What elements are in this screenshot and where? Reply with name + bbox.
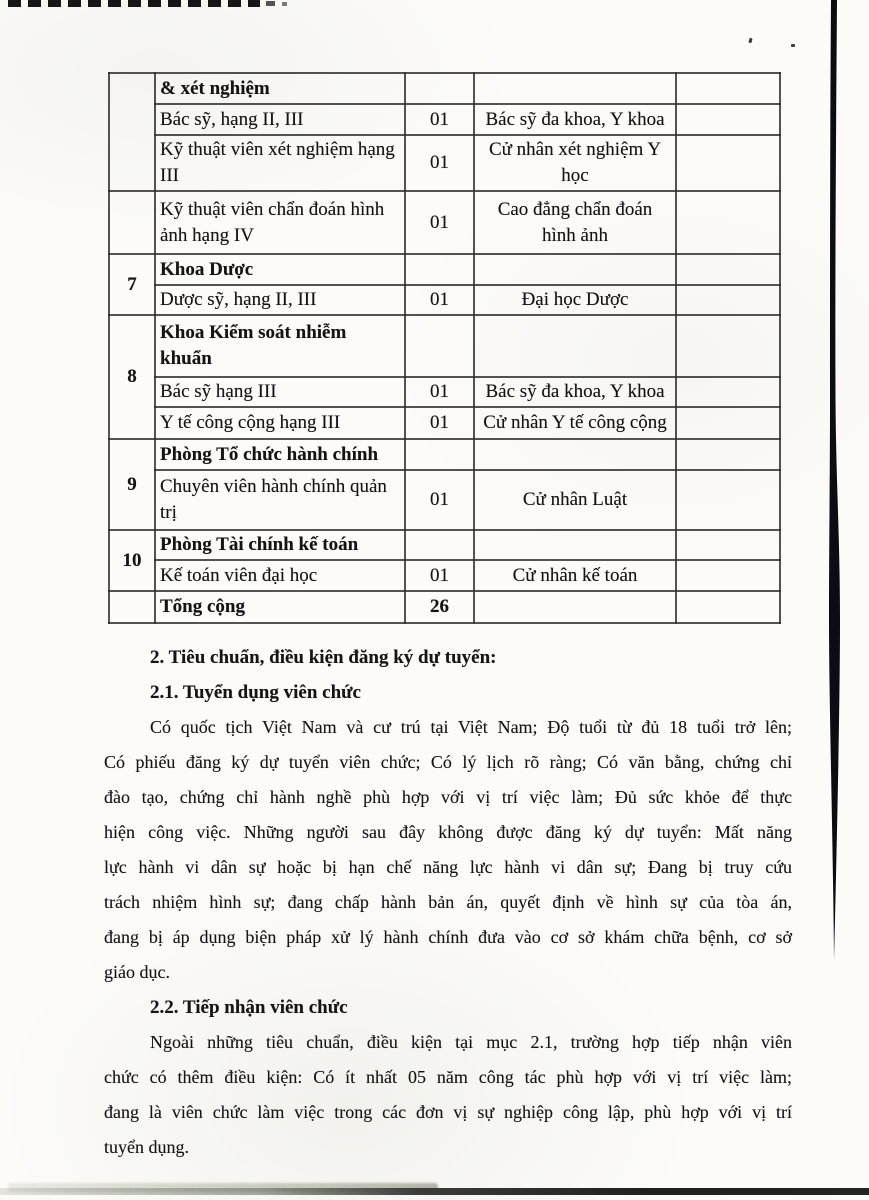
note-cell	[676, 73, 780, 104]
requirement-cell: Cao đẳng chẩn đoán hình ảnh	[474, 191, 676, 254]
paragraph-2-1-line: trách nhiệm hình sự; đang chấp hành bản án, quyết định về hình sự của tòa án,	[104, 892, 792, 912]
requirement-cell	[474, 530, 676, 560]
position-cell: Chuyên viên hành chính quản trị	[155, 470, 405, 530]
row-number-cell	[109, 73, 155, 191]
requirement-cell: Cử nhân Luật	[474, 470, 676, 530]
scan-bottom-line	[0, 1188, 869, 1195]
paragraph-2-2-line: đang là viên chức làm việc trong các đơn vị sự nghiệp công lập, phù hợp với vị trí	[104, 1102, 792, 1122]
position-cell: Khoa Dược	[155, 254, 405, 285]
row-number-cell	[109, 191, 155, 254]
quantity-cell: 01	[405, 285, 474, 315]
position-cell: Phòng Tổ chức hành chính	[155, 439, 405, 470]
paragraph-2-1-line: Có phiếu đăng ký dự tuyển viên chức; Có lý lịch rõ ràng; Có văn bằng, chứng chỉ	[104, 752, 792, 772]
scan-speck	[748, 38, 752, 44]
position-cell: Kế toán viên đại học	[155, 560, 405, 591]
requirement-cell: Bác sỹ đa khoa, Y khoa	[474, 377, 676, 407]
table-row	[109, 191, 780, 254]
quantity-cell	[405, 254, 474, 285]
note-cell	[676, 135, 780, 191]
requirement-cell: Bác sỹ đa khoa, Y khoa	[474, 104, 676, 135]
note-cell	[676, 560, 780, 591]
scan-right-edge-shadow	[815, 0, 845, 1200]
table-row	[109, 439, 780, 470]
table-row	[109, 377, 780, 407]
paragraph-2-2-line: Ngoài những tiêu chuẩn, điều kiện tại mục 2.1, trường hợp tiếp nhận viên	[150, 1032, 792, 1052]
quantity-cell: 01	[405, 191, 474, 254]
position-cell: Bác sỹ hạng III	[155, 377, 405, 407]
position-cell: Kỹ thuật viên chẩn đoán hình ảnh hạng IV	[155, 191, 405, 254]
note-cell	[676, 285, 780, 315]
quantity-cell: 01	[405, 407, 474, 439]
paragraph-2-2-line: tuyển dụng.	[104, 1137, 189, 1157]
note-cell	[676, 439, 780, 470]
scan-dash-mark	[282, 2, 287, 6]
position-cell: Dược sỹ, hạng II, III	[155, 285, 405, 315]
requirement-cell: Cử nhân xét nghiệm Y học	[474, 135, 676, 191]
scan-top-dashed-line	[8, 0, 260, 7]
note-cell	[676, 254, 780, 285]
document-body-text	[104, 640, 792, 1165]
paragraph-2-1-line: hiện công việc. Những người sau đây không được đăng ký dự tuyển: Mất năng	[104, 822, 792, 842]
quantity-cell: 01	[405, 560, 474, 591]
paragraph-2-1-line: giáo dục.	[104, 962, 170, 982]
position-cell: & xét nghiệm	[155, 73, 405, 104]
note-cell	[676, 407, 780, 439]
section-2-1-heading: 2.1. Tuyển dụng viên chức	[150, 682, 361, 703]
total-label-cell: Tổng cộng	[155, 591, 405, 623]
paragraph-2-1-line: đang bị áp dụng biện pháp xử lý hành chính đưa vào cơ sở khám chữa bệnh, cơ sở	[104, 927, 792, 947]
scan-speck	[791, 44, 795, 47]
quantity-cell	[405, 73, 474, 104]
quantity-cell: 01	[405, 104, 474, 135]
requirement-cell: Cử nhân Y tế công cộng	[474, 407, 676, 439]
table-row-total	[109, 591, 780, 623]
section-2-2-heading: 2.2. Tiếp nhận viên chức	[150, 997, 348, 1018]
scan-dash-mark	[266, 1, 275, 6]
table-row	[109, 560, 780, 591]
paragraph-2-1-line: lực hành vi dân sự hoặc bị hạn chế năng lực hành vi dân sự; Đang bị truy cứu	[104, 857, 792, 877]
position-cell: Kỹ thuật viên xét nghiệm hạng III	[155, 135, 405, 191]
section-2-heading: 2. Tiêu chuẩn, điều kiện đăng ký dự tuyển:	[150, 647, 497, 668]
recruitment-positions-table	[108, 72, 781, 624]
table-row	[109, 254, 780, 285]
requirement-cell: Cử nhân kế toán	[474, 560, 676, 591]
requirement-cell	[474, 254, 676, 285]
requirement-cell: Đại học Dược	[474, 285, 676, 315]
row-number-cell: 7	[109, 254, 155, 315]
requirement-cell	[474, 315, 676, 377]
note-cell	[676, 315, 780, 377]
row-number-cell: 10	[109, 530, 155, 591]
row-number-cell	[109, 591, 155, 623]
note-cell	[676, 530, 780, 560]
note-cell	[676, 591, 780, 623]
quantity-cell	[405, 439, 474, 470]
note-cell	[676, 470, 780, 530]
table-row	[109, 104, 780, 135]
table-row	[109, 285, 780, 315]
table-row	[109, 315, 780, 377]
quantity-cell	[405, 530, 474, 560]
quantity-cell: 01	[405, 377, 474, 407]
table-row	[109, 135, 780, 191]
position-cell: Phòng Tài chính kế toán	[155, 530, 405, 560]
paragraph-2-1-line: Có quốc tịch Việt Nam và cư trú tại Việt Nam; Độ tuổi từ đủ 18 tuổi trở lên;	[150, 717, 792, 737]
row-number-cell: 9	[109, 439, 155, 530]
total-quantity-cell: 26	[405, 591, 474, 623]
position-cell: Bác sỹ, hạng II, III	[155, 104, 405, 135]
table-row	[109, 470, 780, 530]
paragraph-2-2-line: chức có thêm điều kiện: Có ít nhất 05 năm công tác phù hợp với vị trí việc làm;	[104, 1067, 792, 1087]
table-row	[109, 407, 780, 439]
quantity-cell	[405, 315, 474, 377]
note-cell	[676, 377, 780, 407]
note-cell	[676, 191, 780, 254]
position-cell: Khoa Kiểm soát nhiễm khuẩn	[155, 315, 405, 377]
requirement-cell	[474, 439, 676, 470]
requirement-cell	[474, 591, 676, 623]
quantity-cell: 01	[405, 135, 474, 191]
paragraph-2-1-line: đào tạo, chứng chỉ hành nghề phù hợp với vị trí việc làm; Đủ sức khỏe để thực	[104, 787, 792, 807]
quantity-cell: 01	[405, 470, 474, 530]
table-row	[109, 530, 780, 560]
note-cell	[676, 104, 780, 135]
position-cell: Y tế công cộng hạng III	[155, 407, 405, 439]
row-number-cell: 8	[109, 315, 155, 439]
requirement-cell	[474, 73, 676, 104]
table-row	[109, 73, 780, 104]
